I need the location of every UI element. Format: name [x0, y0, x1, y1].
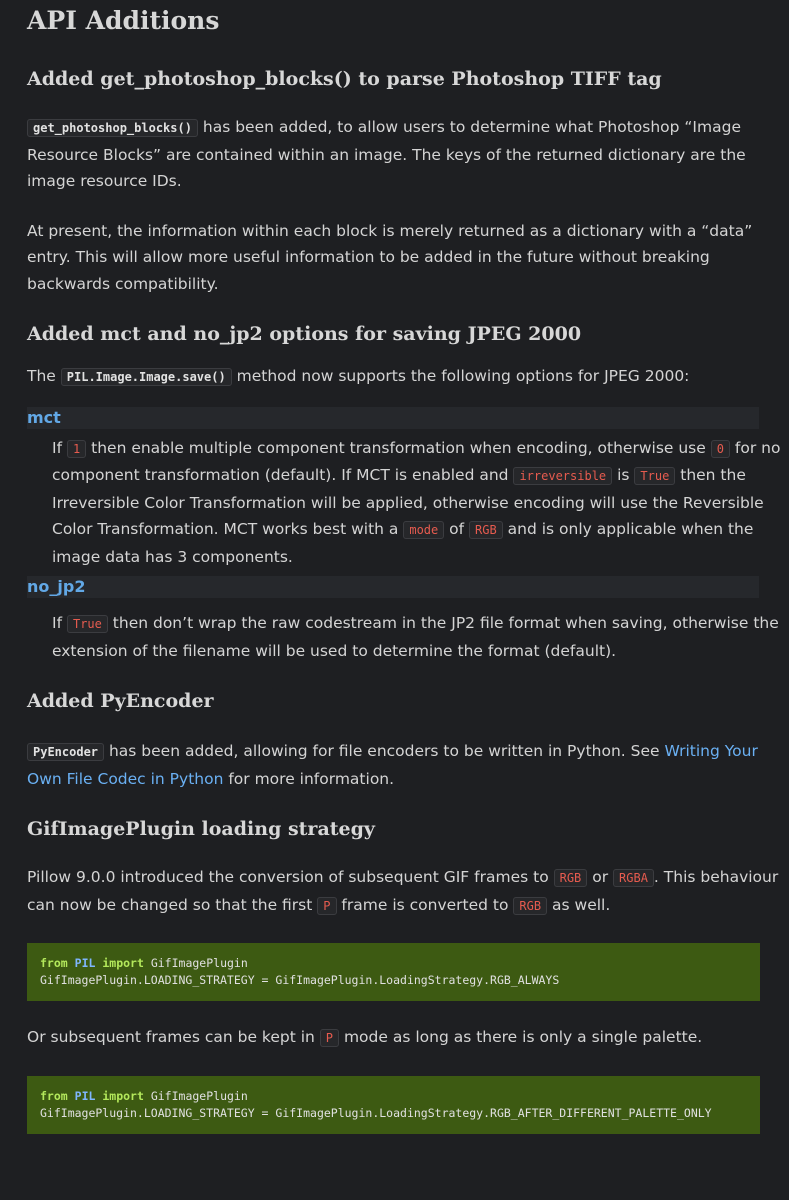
- section-heading-gif-strategy: GifImagePlugin loading strategy: [27, 818, 375, 840]
- paragraph-gif-1: [27, 864, 789, 919]
- text: mode as long as there is only a single palette.: [339, 1028, 703, 1046]
- keyword-from: from: [40, 956, 68, 970]
- paragraph-gif-2: [27, 1024, 789, 1052]
- code-rgba: RGBA: [613, 869, 654, 887]
- paragraph-no-jp2: [52, 610, 789, 664]
- text: Or subsequent frames can be kept in: [27, 1028, 320, 1046]
- code-block-rgb-after-palette[interactable]: [27, 1076, 760, 1134]
- text: then don’t wrap the raw codestream in the JP2 file format when saving, otherwise the extension of the filename will be used to determine the format (default).: [52, 614, 779, 660]
- text: then the Irreversible Color Transformation will be applied, otherwise encoding will use the Reversible Color Transformation. MCT works best with a: [52, 466, 764, 538]
- text: method now supports the following options for JPEG 2000:: [231, 367, 690, 385]
- code-rgb: RGB: [469, 521, 503, 539]
- code-true: True: [634, 467, 675, 485]
- code-true: True: [67, 615, 108, 633]
- text: for more information.: [223, 769, 395, 788]
- module-pil: PIL: [74, 956, 96, 970]
- code-irreversible: irreversible: [513, 467, 612, 485]
- text: then enable multiple component transformation when encoding, otherwise use: [86, 438, 711, 457]
- paragraph-pyencoder: [27, 738, 789, 792]
- code-p: P: [320, 1029, 339, 1047]
- text: is: [612, 466, 635, 484]
- text: and is only applicable when the image data has 3 components.: [52, 520, 754, 566]
- code-rgb: RGB: [513, 897, 547, 915]
- code-mode: mode: [403, 521, 444, 539]
- code-line: GifImagePlugin.LOADING_STRATEGY = GifImagePlugin.LoadingStrategy.RGB_ALWAYS: [40, 973, 560, 987]
- code-rgb: RGB: [554, 869, 588, 887]
- keyword-import: import: [102, 1088, 144, 1103]
- code-pyencoder[interactable]: PyEncoder: [27, 743, 104, 761]
- option-term-no-jp2: no_jp2: [27, 576, 759, 598]
- text: If: [52, 438, 67, 457]
- paragraph-mct: [52, 435, 789, 571]
- import-name: GifImagePlugin: [143, 956, 248, 970]
- option-desc-no-jp2: [27, 610, 789, 664]
- keyword-from: from: [40, 1088, 68, 1103]
- paragraph-photoshop-1: [27, 114, 789, 195]
- text: . This behaviour can now be changed so that the first: [27, 868, 779, 914]
- text: If: [52, 614, 67, 632]
- code-p: P: [317, 897, 336, 915]
- paragraph-photoshop-2: At present, the information within each block is merely returned as a dictionary with a “data” entry. This will allow more useful information to be added in the future without breaking backwards compatibility.: [27, 221, 753, 293]
- code-line: GifImagePlugin.LOADING_STRATEGY = GifImagePlugin.LoadingStrategy.RGB_AFTER_DIFFERENT_PALETTE_ONLY: [40, 1105, 712, 1120]
- section-heading-photoshop: Added get_photoshop_blocks() to parse Photoshop TIFF tag: [27, 68, 662, 90]
- section-heading-pyencoder: Added PyEncoder: [27, 690, 214, 712]
- text: has been added, to allow users to determine what Photoshop “Image Resource Blocks” are contained within an image. The keys of the returned dictionary are the image resource IDs.: [27, 118, 746, 190]
- option-term-mct: mct: [27, 407, 759, 429]
- code-1: 1: [67, 440, 86, 458]
- link-writing-file-codec[interactable]: Writing Your Own File Codec in Python: [27, 742, 758, 788]
- text: for no component transformation (default). If MCT is enabled and: [52, 438, 781, 484]
- page-title: API Additions: [27, 6, 220, 35]
- text: as well.: [547, 895, 611, 914]
- keyword-import: import: [102, 956, 144, 970]
- code-0: 0: [711, 440, 730, 458]
- text: The: [27, 367, 61, 385]
- text: or: [587, 868, 614, 886]
- text: has been added, allowing for file encoders to be written in Python. See: [104, 742, 665, 760]
- section-heading-jpeg2000: Added mct and no_jp2 options for saving JPEG 2000: [27, 323, 582, 345]
- code-get-photoshop-blocks[interactable]: get_photoshop_blocks(): [27, 119, 198, 137]
- paragraph-jpeg2000-intro: [27, 363, 789, 391]
- code-image-save[interactable]: PIL.Image.Image.save(): [61, 368, 232, 386]
- text: Pillow 9.0.0 introduced the conversion of subsequent GIF frames to: [27, 868, 554, 886]
- code-block-rgb-always[interactable]: [27, 943, 760, 1001]
- module-pil: PIL: [74, 1088, 96, 1103]
- option-desc-mct: [27, 435, 789, 571]
- import-name: GifImagePlugin: [143, 1088, 248, 1103]
- text: frame is converted to: [336, 895, 514, 914]
- text: of: [444, 520, 470, 538]
